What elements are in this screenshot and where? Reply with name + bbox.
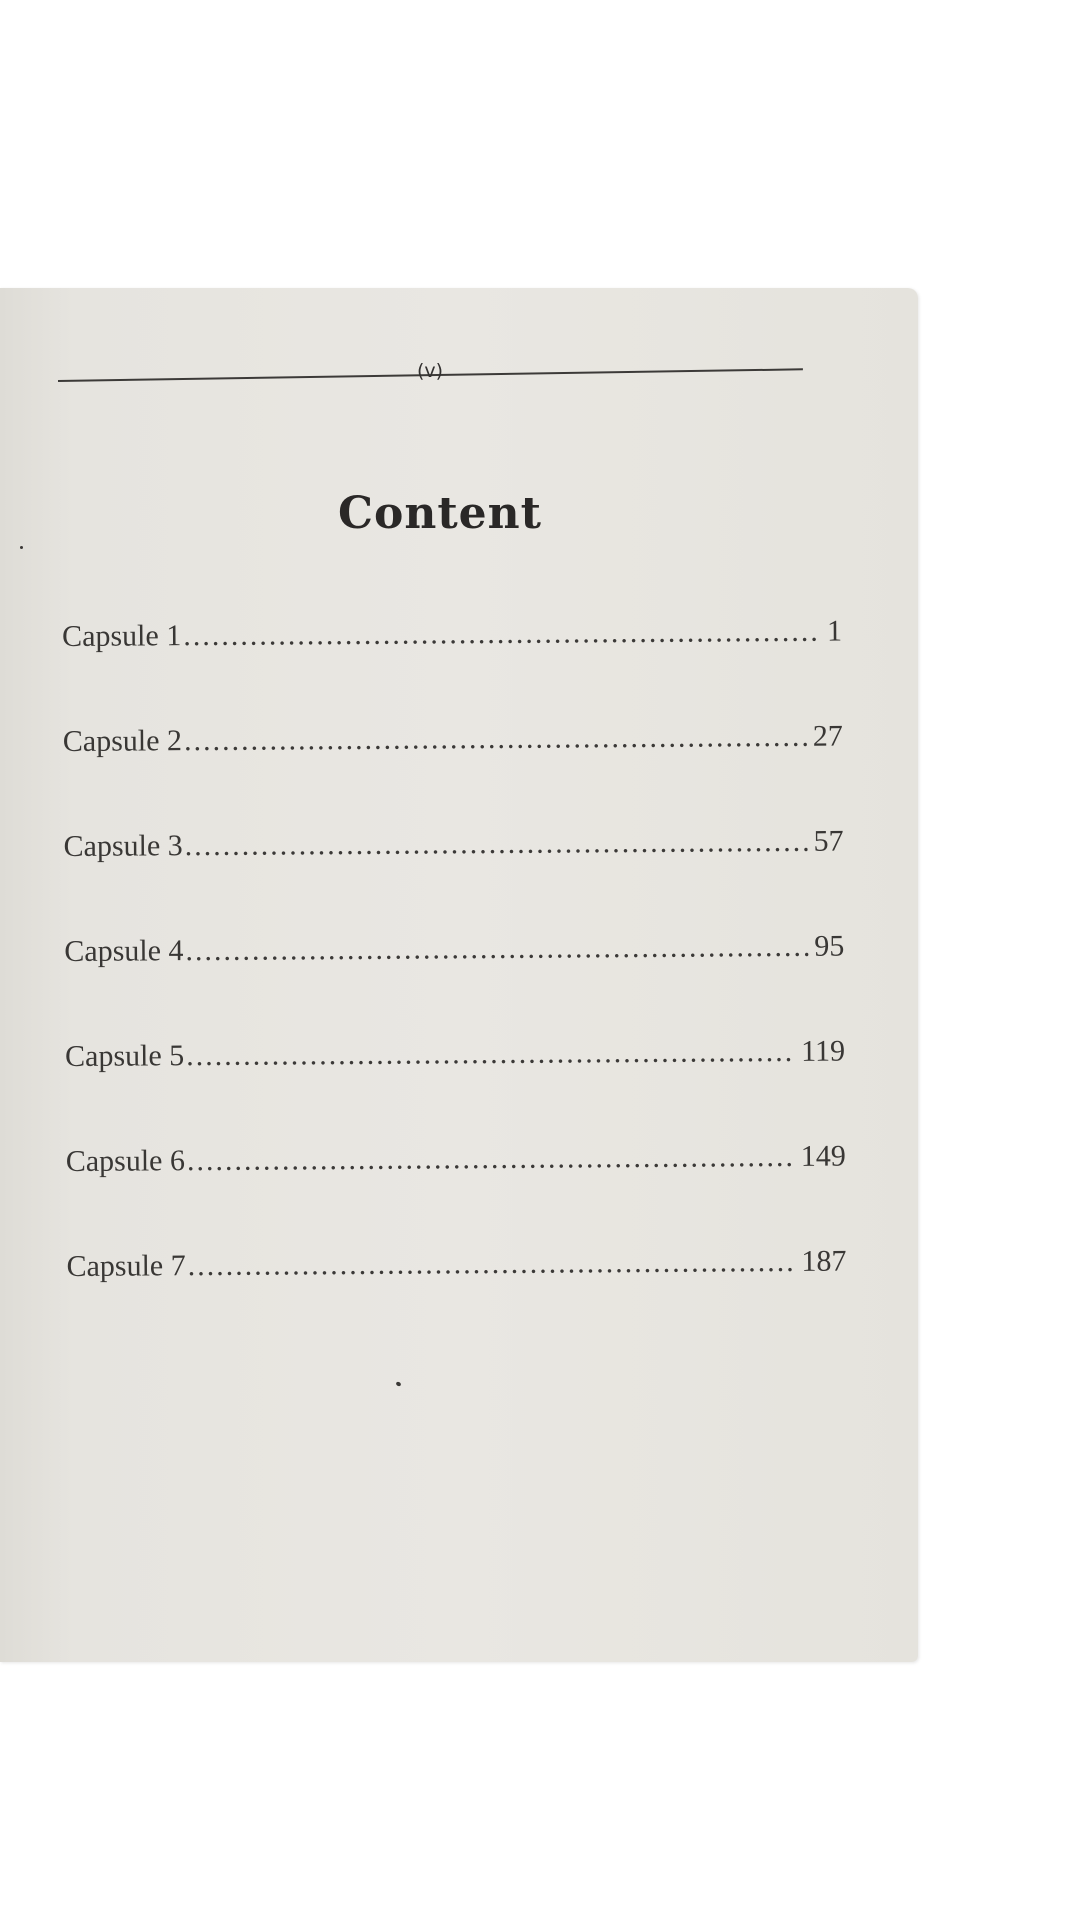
toc-entry-capsule-4 — [64, 930, 845, 1040]
dot-leader — [188, 1245, 796, 1283]
toc-entry-capsule-1 — [62, 615, 843, 725]
toc-entry-capsule-3 — [63, 825, 844, 935]
page-title: Content — [338, 488, 542, 539]
dot-leader — [184, 720, 807, 758]
toc-entry-page: 57 — [813, 824, 844, 858]
toc-entry-page: 119 — [801, 1034, 846, 1068]
dot-leader — [187, 1140, 795, 1178]
toc-entry-label: Capsule 7 — [66, 1249, 186, 1283]
toc-entry-page: 95 — [814, 929, 845, 963]
toc-entry-capsule-6 — [66, 1140, 847, 1250]
dot-leader — [186, 1035, 795, 1073]
ink-speck — [20, 546, 23, 549]
toc-entry-label: Capsule 1 — [62, 619, 182, 653]
dot-leader — [185, 825, 808, 863]
book-page — [0, 288, 918, 1662]
toc-entry-capsule-7 — [66, 1245, 847, 1355]
toc-entry-page: 187 — [801, 1244, 847, 1278]
dot-leader — [183, 615, 821, 653]
toc-entry-page: 149 — [800, 1139, 846, 1173]
toc-entry-page: 27 — [812, 719, 843, 753]
toc-entry-capsule-5 — [65, 1035, 846, 1145]
page-number: (v) — [416, 360, 444, 382]
toc-entry-capsule-2 — [63, 720, 844, 830]
toc-entry-label: Capsule 2 — [62, 724, 183, 758]
toc-entry-page: 1 — [826, 614, 843, 648]
table-of-contents — [62, 615, 847, 1355]
toc-entry-label: Capsule 4 — [64, 934, 184, 968]
ink-speck — [395, 1381, 401, 1387]
dot-leader — [185, 930, 808, 968]
toc-entry-label: Capsule 3 — [63, 829, 183, 863]
toc-entry-label: Capsule 6 — [65, 1144, 186, 1178]
toc-entry-label: Capsule 5 — [64, 1039, 185, 1073]
